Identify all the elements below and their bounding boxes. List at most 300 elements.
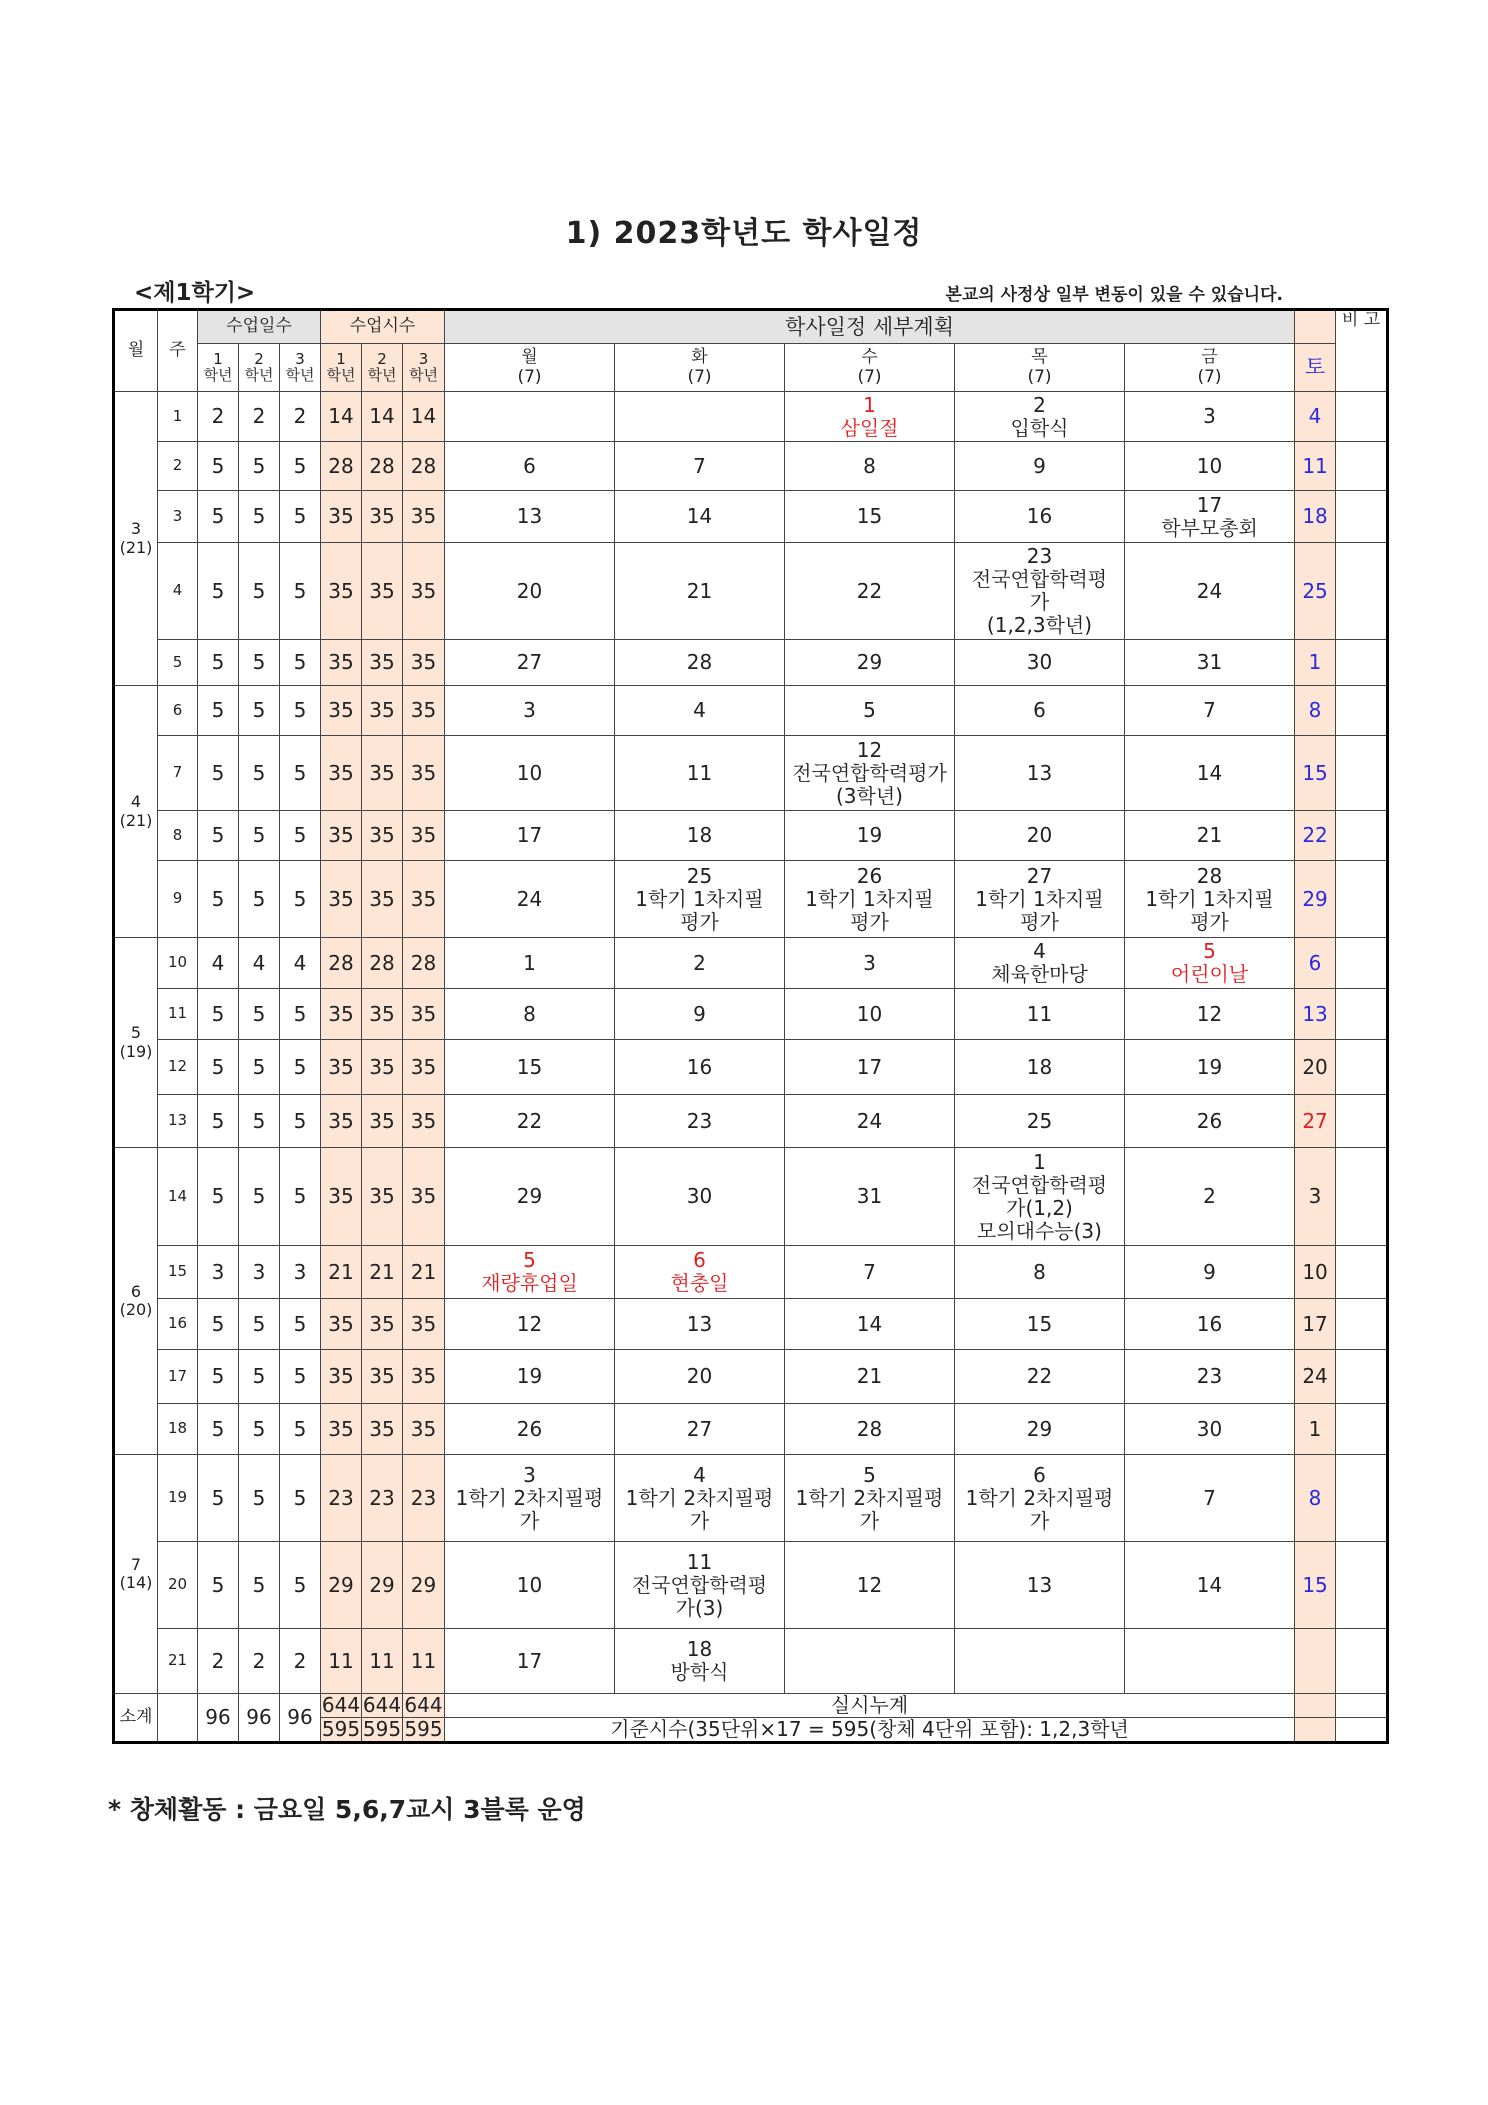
class-days: 5 bbox=[280, 1040, 321, 1095]
day-cell: 13 bbox=[955, 1542, 1125, 1629]
class-days: 5 bbox=[239, 989, 280, 1040]
day-cell: 2 bbox=[1125, 1148, 1295, 1246]
class-hours: 35 bbox=[321, 1040, 362, 1095]
day-cell: 24 bbox=[445, 861, 615, 938]
saturday-cell: 22 bbox=[1295, 811, 1336, 861]
class-hours: 35 bbox=[362, 1095, 403, 1148]
remarks-cell bbox=[1336, 442, 1388, 491]
week-row bbox=[114, 1350, 1388, 1404]
semester-label: <제1학기> bbox=[134, 280, 256, 306]
day-cell: 30 bbox=[1125, 1404, 1295, 1455]
class-hours: 28 bbox=[403, 442, 445, 491]
class-days: 5 bbox=[280, 989, 321, 1040]
day-cell: 6 bbox=[445, 442, 615, 491]
class-days: 5 bbox=[198, 1404, 239, 1455]
remarks-cell bbox=[1336, 989, 1388, 1040]
day-cell: 3 bbox=[1125, 392, 1295, 442]
class-days: 5 bbox=[280, 1350, 321, 1404]
header-sat-top bbox=[1295, 310, 1336, 344]
saturday-cell: 8 bbox=[1295, 686, 1336, 736]
subtotal-days: 96 bbox=[198, 1694, 239, 1743]
week-row bbox=[114, 543, 1388, 640]
day-cell: 1 전국연합학력평 가(1,2) 모의대수능(3) bbox=[955, 1148, 1125, 1246]
week-number: 9 bbox=[158, 861, 198, 938]
header-weekday-2: 화 (7) bbox=[615, 344, 785, 392]
class-days: 5 bbox=[198, 811, 239, 861]
class-days: 5 bbox=[239, 442, 280, 491]
day-cell: 8 bbox=[785, 442, 955, 491]
saturday-cell: 27 bbox=[1295, 1095, 1336, 1148]
day-cell: 1 삼일절 bbox=[785, 392, 955, 442]
header-days-grade-2: 2 학년 bbox=[239, 344, 280, 392]
remarks-cell bbox=[1336, 861, 1388, 938]
week-number: 8 bbox=[158, 811, 198, 861]
class-days: 5 bbox=[239, 861, 280, 938]
class-hours: 28 bbox=[362, 442, 403, 491]
class-hours: 28 bbox=[403, 938, 445, 989]
week-number: 16 bbox=[158, 1299, 198, 1350]
saturday-cell: 3 bbox=[1295, 1148, 1336, 1246]
header-saturday: 토 bbox=[1295, 344, 1336, 392]
day-cell: 4 bbox=[615, 686, 785, 736]
saturday-cell: 15 bbox=[1295, 736, 1336, 811]
day-cell: 17 학부모총회 bbox=[1125, 491, 1295, 543]
subtotal-hours-standard: 595 bbox=[321, 1717, 361, 1741]
remarks-cell bbox=[1336, 938, 1388, 989]
saturday-cell: 6 bbox=[1295, 938, 1336, 989]
day-cell: 19 bbox=[1125, 1040, 1295, 1095]
day-cell: 14 bbox=[1125, 736, 1295, 811]
day-cell: 27 bbox=[445, 640, 615, 686]
day-cell: 5 bbox=[785, 686, 955, 736]
day-cell: 13 bbox=[615, 1299, 785, 1350]
week-row bbox=[114, 1404, 1388, 1455]
class-hours: 35 bbox=[362, 1040, 403, 1095]
day-cell: 26 bbox=[1125, 1095, 1295, 1148]
class-hours: 28 bbox=[362, 938, 403, 989]
class-days: 5 bbox=[198, 543, 239, 640]
class-days: 5 bbox=[280, 861, 321, 938]
class-hours: 11 bbox=[321, 1629, 362, 1694]
header-weekday-5: 금 (7) bbox=[1125, 344, 1295, 392]
class-days: 2 bbox=[198, 1629, 239, 1694]
header-weekday-1: 월 (7) bbox=[445, 344, 615, 392]
header-weekday-3: 수 (7) bbox=[785, 344, 955, 392]
week-number: 4 bbox=[158, 543, 198, 640]
saturday-cell: 29 bbox=[1295, 861, 1336, 938]
remarks-cell bbox=[1336, 392, 1388, 442]
class-hours: 35 bbox=[321, 543, 362, 640]
class-hours: 35 bbox=[362, 1299, 403, 1350]
class-hours: 14 bbox=[362, 392, 403, 442]
class-hours: 35 bbox=[362, 736, 403, 811]
class-hours: 35 bbox=[403, 1350, 445, 1404]
day-cell: 31 bbox=[785, 1148, 955, 1246]
day-cell: 25 1학기 1차지필 평가 bbox=[615, 861, 785, 938]
class-hours: 28 bbox=[321, 442, 362, 491]
day-cell: 19 bbox=[445, 1350, 615, 1404]
class-days: 5 bbox=[198, 989, 239, 1040]
day-cell: 5 1학기 2차지필평 가 bbox=[785, 1455, 955, 1542]
week-number: 20 bbox=[158, 1542, 198, 1629]
header-days-grade-1: 1 학년 bbox=[198, 344, 239, 392]
day-cell: 25 bbox=[955, 1095, 1125, 1148]
day-cell: 26 bbox=[445, 1404, 615, 1455]
day-cell: 3 bbox=[445, 686, 615, 736]
day-cell: 18 방학식 bbox=[615, 1629, 785, 1694]
day-cell: 12 전국연합학력평가 (3학년) bbox=[785, 736, 955, 811]
header-hours-grade-3: 3 학년 bbox=[403, 344, 445, 392]
day-cell bbox=[1125, 1629, 1295, 1694]
day-cell: 16 bbox=[955, 491, 1125, 543]
day-cell: 7 bbox=[1125, 1455, 1295, 1542]
day-cell: 4 체육한마당 bbox=[955, 938, 1125, 989]
class-hours: 35 bbox=[403, 736, 445, 811]
class-hours: 14 bbox=[321, 392, 362, 442]
day-cell: 30 bbox=[615, 1148, 785, 1246]
week-row bbox=[114, 1455, 1388, 1542]
class-hours: 35 bbox=[362, 1148, 403, 1246]
week-row bbox=[114, 1095, 1388, 1148]
class-hours: 35 bbox=[321, 1299, 362, 1350]
class-hours: 28 bbox=[321, 938, 362, 989]
class-hours: 35 bbox=[403, 1148, 445, 1246]
day-cell: 14 bbox=[1125, 1542, 1295, 1629]
class-days: 5 bbox=[198, 1299, 239, 1350]
class-days: 5 bbox=[280, 1148, 321, 1246]
standard-hours-label: 기준시수(35단위×17 = 595(창체 4단위 포함): 1,2,3학년 bbox=[445, 1718, 1295, 1743]
class-hours: 35 bbox=[403, 989, 445, 1040]
header-hours-grade-2: 2 학년 bbox=[362, 344, 403, 392]
class-days: 5 bbox=[239, 491, 280, 543]
saturday-cell: 17 bbox=[1295, 1299, 1336, 1350]
class-hours: 23 bbox=[321, 1455, 362, 1542]
class-days: 5 bbox=[239, 543, 280, 640]
saturday-cell: 20 bbox=[1295, 1040, 1336, 1095]
subtotal-days: 96 bbox=[280, 1694, 321, 1743]
schedule-table bbox=[112, 308, 1389, 1744]
day-cell: 16 bbox=[1125, 1299, 1295, 1350]
class-days: 5 bbox=[239, 736, 280, 811]
class-days: 5 bbox=[198, 1148, 239, 1246]
class-hours: 35 bbox=[403, 1095, 445, 1148]
day-cell: 12 bbox=[785, 1542, 955, 1629]
week-number: 15 bbox=[158, 1246, 198, 1299]
class-hours: 29 bbox=[362, 1542, 403, 1629]
class-hours: 35 bbox=[321, 1095, 362, 1148]
class-hours: 35 bbox=[321, 1350, 362, 1404]
day-cell: 29 bbox=[785, 640, 955, 686]
header-class-days: 수업일수 bbox=[198, 310, 321, 344]
day-cell: 23 bbox=[615, 1095, 785, 1148]
remarks-cell bbox=[1336, 1095, 1388, 1148]
class-days: 2 bbox=[280, 1629, 321, 1694]
day-cell: 28 bbox=[615, 640, 785, 686]
subtotal-label: 소계 bbox=[114, 1694, 158, 1743]
day-cell: 20 bbox=[615, 1350, 785, 1404]
class-days: 5 bbox=[198, 640, 239, 686]
subtotal-hours-standard: 595 bbox=[362, 1717, 402, 1741]
saturday-cell: 25 bbox=[1295, 543, 1336, 640]
day-cell: 22 bbox=[955, 1350, 1125, 1404]
remarks-cell bbox=[1336, 543, 1388, 640]
class-days: 5 bbox=[280, 1299, 321, 1350]
saturday-cell: 18 bbox=[1295, 491, 1336, 543]
day-cell: 10 bbox=[445, 736, 615, 811]
week-row bbox=[114, 938, 1388, 989]
day-cell: 1 bbox=[445, 938, 615, 989]
class-hours: 29 bbox=[403, 1542, 445, 1629]
day-cell bbox=[785, 1629, 955, 1694]
week-number: 11 bbox=[158, 989, 198, 1040]
class-hours: 35 bbox=[403, 1040, 445, 1095]
day-cell: 7 bbox=[615, 442, 785, 491]
header-days-grade-3: 3 학년 bbox=[280, 344, 321, 392]
day-cell: 6 1학기 2차지필평 가 bbox=[955, 1455, 1125, 1542]
day-cell: 29 bbox=[445, 1148, 615, 1246]
day-cell: 27 1학기 1차지필 평가 bbox=[955, 861, 1125, 938]
day-cell: 5 재량휴업일 bbox=[445, 1246, 615, 1299]
day-cell: 9 bbox=[1125, 1246, 1295, 1299]
week-number: 6 bbox=[158, 686, 198, 736]
day-cell: 9 bbox=[615, 989, 785, 1040]
week-row bbox=[114, 736, 1388, 811]
class-hours: 35 bbox=[321, 491, 362, 543]
class-hours: 35 bbox=[362, 1404, 403, 1455]
day-cell: 20 bbox=[955, 811, 1125, 861]
week-number: 18 bbox=[158, 1404, 198, 1455]
change-notice: 본교의 사정상 일부 변동이 있을 수 있습니다. bbox=[945, 285, 1283, 305]
day-cell: 8 bbox=[955, 1246, 1125, 1299]
week-row bbox=[114, 442, 1388, 491]
day-cell: 15 bbox=[955, 1299, 1125, 1350]
remarks-cell bbox=[1336, 1040, 1388, 1095]
class-days: 5 bbox=[198, 1095, 239, 1148]
saturday-cell: 8 bbox=[1295, 1455, 1336, 1542]
class-days: 5 bbox=[280, 1404, 321, 1455]
day-cell: 21 bbox=[615, 543, 785, 640]
class-hours: 35 bbox=[403, 1299, 445, 1350]
class-hours: 35 bbox=[362, 861, 403, 938]
month-cell: 5 (19) bbox=[114, 938, 158, 1148]
remarks-cell bbox=[1336, 491, 1388, 543]
class-days: 5 bbox=[239, 1404, 280, 1455]
subtotal-hours-actual: 644 bbox=[362, 1693, 402, 1717]
day-cell: 29 bbox=[955, 1404, 1125, 1455]
day-cell: 14 bbox=[785, 1299, 955, 1350]
class-days: 2 bbox=[280, 392, 321, 442]
day-cell: 21 bbox=[785, 1350, 955, 1404]
day-cell bbox=[615, 392, 785, 442]
header-class-hours: 수업시수 bbox=[321, 310, 445, 344]
class-days: 5 bbox=[280, 1542, 321, 1629]
week-row bbox=[114, 640, 1388, 686]
week-number: 10 bbox=[158, 938, 198, 989]
class-hours: 35 bbox=[321, 861, 362, 938]
week-row bbox=[114, 1040, 1388, 1095]
class-days: 3 bbox=[198, 1246, 239, 1299]
class-hours: 11 bbox=[403, 1629, 445, 1694]
footnote: * 창체활동 : 금요일 5,6,7교시 3블록 운영 bbox=[108, 1795, 586, 1824]
day-cell: 8 bbox=[445, 989, 615, 1040]
day-cell: 15 bbox=[785, 491, 955, 543]
day-cell: 21 bbox=[1125, 811, 1295, 861]
header-week: 주 bbox=[158, 310, 198, 392]
day-cell: 24 bbox=[1125, 543, 1295, 640]
week-row bbox=[114, 1246, 1388, 1299]
class-hours: 35 bbox=[321, 1404, 362, 1455]
subtotal-remarks bbox=[1336, 1694, 1388, 1718]
class-days: 5 bbox=[239, 1148, 280, 1246]
class-days: 5 bbox=[239, 1040, 280, 1095]
week-row bbox=[114, 811, 1388, 861]
class-hours: 29 bbox=[321, 1542, 362, 1629]
week-number: 7 bbox=[158, 736, 198, 811]
class-days: 5 bbox=[280, 1095, 321, 1148]
class-days: 4 bbox=[280, 938, 321, 989]
class-hours: 35 bbox=[321, 811, 362, 861]
class-days: 5 bbox=[280, 640, 321, 686]
day-cell: 3 bbox=[785, 938, 955, 989]
class-days: 2 bbox=[239, 392, 280, 442]
class-days: 5 bbox=[280, 442, 321, 491]
saturday-cell: 10 bbox=[1295, 1246, 1336, 1299]
week-number: 14 bbox=[158, 1148, 198, 1246]
class-hours: 35 bbox=[321, 1148, 362, 1246]
day-cell: 17 bbox=[785, 1040, 955, 1095]
day-cell: 6 bbox=[955, 686, 1125, 736]
class-days: 5 bbox=[198, 491, 239, 543]
remarks-cell bbox=[1336, 1455, 1388, 1542]
day-cell: 28 bbox=[785, 1404, 955, 1455]
subtotal-hours-actual: 644 bbox=[404, 1693, 443, 1717]
subtotal-days: 96 bbox=[239, 1694, 280, 1743]
class-hours: 35 bbox=[362, 989, 403, 1040]
remarks-cell bbox=[1336, 1542, 1388, 1629]
class-hours: 35 bbox=[362, 640, 403, 686]
week-number: 19 bbox=[158, 1455, 198, 1542]
remarks-cell bbox=[1336, 686, 1388, 736]
day-cell bbox=[445, 392, 615, 442]
week-number: 21 bbox=[158, 1629, 198, 1694]
header-remarks: 비 고 bbox=[1336, 310, 1388, 392]
class-hours: 11 bbox=[362, 1629, 403, 1694]
class-days: 5 bbox=[198, 861, 239, 938]
class-days: 5 bbox=[280, 543, 321, 640]
remarks-cell bbox=[1336, 736, 1388, 811]
class-days: 5 bbox=[239, 1542, 280, 1629]
header-month: 월 bbox=[114, 310, 158, 392]
class-hours: 35 bbox=[362, 1350, 403, 1404]
class-days: 5 bbox=[239, 1095, 280, 1148]
header-hours-grade-1: 1 학년 bbox=[321, 344, 362, 392]
day-cell: 12 bbox=[445, 1299, 615, 1350]
subtotal-sat bbox=[1295, 1694, 1336, 1718]
day-cell: 9 bbox=[955, 442, 1125, 491]
week-number: 17 bbox=[158, 1350, 198, 1404]
subtotal-remarks bbox=[1336, 1718, 1388, 1743]
subtotal-week bbox=[158, 1694, 198, 1743]
saturday-cell: 11 bbox=[1295, 442, 1336, 491]
saturday-cell: 1 bbox=[1295, 640, 1336, 686]
week-number: 1 bbox=[158, 392, 198, 442]
class-days: 4 bbox=[198, 938, 239, 989]
saturday-cell: 13 bbox=[1295, 989, 1336, 1040]
day-cell: 16 bbox=[615, 1040, 785, 1095]
week-row bbox=[114, 861, 1388, 938]
day-cell: 5 어린이날 bbox=[1125, 938, 1295, 989]
class-hours: 35 bbox=[362, 491, 403, 543]
class-days: 5 bbox=[280, 811, 321, 861]
day-cell: 12 bbox=[1125, 989, 1295, 1040]
saturday-cell: 4 bbox=[1295, 392, 1336, 442]
day-cell: 22 bbox=[785, 543, 955, 640]
class-days: 3 bbox=[239, 1246, 280, 1299]
saturday-cell: 15 bbox=[1295, 1542, 1336, 1629]
class-hours: 35 bbox=[321, 989, 362, 1040]
day-cell: 18 bbox=[955, 1040, 1125, 1095]
header-plan: 학사일정 세부계획 bbox=[445, 310, 1295, 344]
day-cell: 24 bbox=[785, 1095, 955, 1148]
class-hours: 35 bbox=[403, 640, 445, 686]
class-days: 3 bbox=[280, 1246, 321, 1299]
day-cell: 11 전국연합학력평 가(3) bbox=[615, 1542, 785, 1629]
class-hours: 35 bbox=[362, 543, 403, 640]
day-cell: 7 bbox=[1125, 686, 1295, 736]
class-hours: 21 bbox=[321, 1246, 362, 1299]
class-hours: 35 bbox=[321, 686, 362, 736]
saturday-cell bbox=[1295, 1629, 1336, 1694]
subtotal-sat bbox=[1295, 1718, 1336, 1743]
class-hours: 21 bbox=[362, 1246, 403, 1299]
class-hours: 23 bbox=[403, 1455, 445, 1542]
remarks-cell bbox=[1336, 1148, 1388, 1246]
day-cell: 11 bbox=[615, 736, 785, 811]
class-days: 5 bbox=[280, 491, 321, 543]
actual-total-label: 실시누계 bbox=[445, 1694, 1295, 1718]
class-days: 5 bbox=[239, 1350, 280, 1404]
page-title: 1) 2023학년도 학사일정 bbox=[565, 216, 923, 251]
week-number: 12 bbox=[158, 1040, 198, 1095]
remarks-cell bbox=[1336, 1350, 1388, 1404]
class-hours: 35 bbox=[403, 686, 445, 736]
week-number: 13 bbox=[158, 1095, 198, 1148]
day-cell: 23 전국연합학력평 가 (1,2,3학년) bbox=[955, 543, 1125, 640]
day-cell bbox=[955, 1629, 1125, 1694]
day-cell: 17 bbox=[445, 811, 615, 861]
saturday-cell: 24 bbox=[1295, 1350, 1336, 1404]
class-days: 2 bbox=[198, 392, 239, 442]
day-cell: 23 bbox=[1125, 1350, 1295, 1404]
class-days: 5 bbox=[239, 811, 280, 861]
class-days: 5 bbox=[198, 1040, 239, 1095]
class-days: 2 bbox=[239, 1629, 280, 1694]
day-cell: 15 bbox=[445, 1040, 615, 1095]
subtotal-hours-actual: 644 bbox=[321, 1693, 361, 1717]
day-cell: 13 bbox=[955, 736, 1125, 811]
remarks-cell bbox=[1336, 811, 1388, 861]
class-days: 5 bbox=[198, 1455, 239, 1542]
week-row bbox=[114, 1299, 1388, 1350]
day-cell: 13 bbox=[445, 491, 615, 543]
class-days: 5 bbox=[280, 1455, 321, 1542]
day-cell: 10 bbox=[785, 989, 955, 1040]
day-cell: 30 bbox=[955, 640, 1125, 686]
class-hours: 35 bbox=[403, 491, 445, 543]
remarks-cell bbox=[1336, 1404, 1388, 1455]
week-row bbox=[114, 491, 1388, 543]
remarks-cell bbox=[1336, 1299, 1388, 1350]
